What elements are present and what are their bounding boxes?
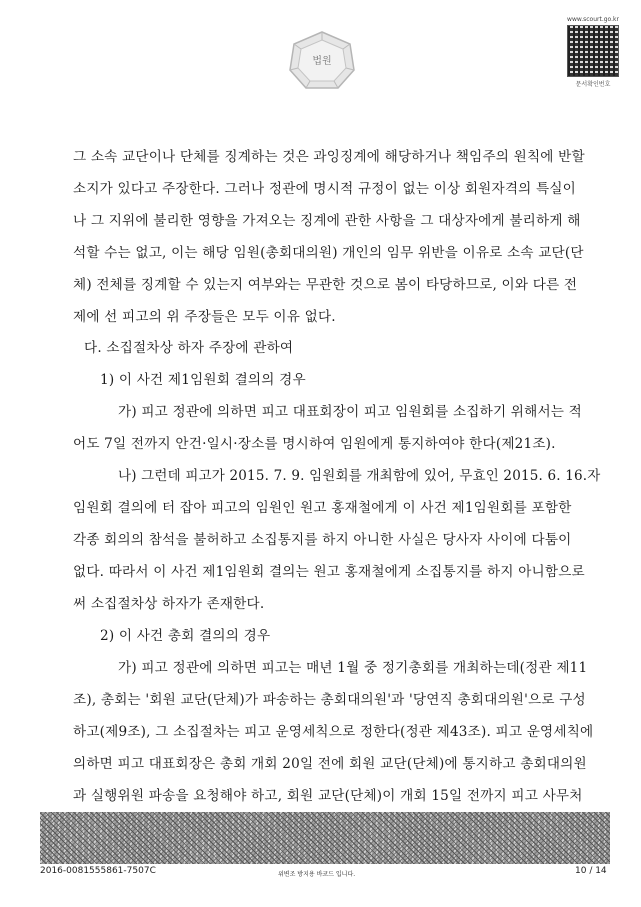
qr-url: www.scourt.go.kr bbox=[567, 16, 619, 23]
qr-code-icon bbox=[567, 25, 619, 77]
body-line: 체) 전체를 징계할 수 있는지 여부와는 무관한 것으로 봄이 타당하므로, 이와 다른 전 bbox=[73, 277, 578, 293]
body-line: 나 그 지위에 불리한 영향을 가져오는 징계에 관한 사항을 그 대상자에게 불리하게 해 bbox=[73, 213, 581, 229]
body-line: 의하면 피고 대표회장은 총회 개회 20일 전에 회원 교단(단체)에 통지하고 총회대의원 bbox=[73, 756, 587, 772]
emblem-label: 법원 bbox=[312, 56, 332, 67]
body-line: 석할 수는 없고, 이는 해당 임원(총회대의원) 개인의 임무 위반을 이유로 소속 교단(단 bbox=[73, 245, 584, 261]
body-line: 임원회 결의에 터 잡아 피고의 임원인 원고 홍재철에게 이 사건 제1임원회를 포함한 bbox=[73, 500, 572, 516]
body-line: 없다. 따라서 이 사건 제1임원회 결의는 원고 홍재철에게 소집통지를 하지 아니함으로 bbox=[73, 564, 585, 580]
body-line: 하고(제9조), 그 소집절차는 피고 운영세칙으로 정한다(정관 제43조). 피고 운영세칙에 bbox=[73, 724, 594, 740]
body-line: 그 소속 교단이나 단체를 징계하는 것은 과잉징계에 해당하거나 책임주의 원칙에 반할 bbox=[73, 149, 585, 165]
body-line: 나) 그런데 피고가 2015. 7. 9. 임원회를 개최함에 있어, 무효인 2015. 6. 16.자 bbox=[118, 468, 601, 484]
subsection-heading: 1) 이 사건 제1임원회 결의의 경우 bbox=[100, 372, 306, 388]
section-heading: 다. 소집절차상 하자 주장에 관하여 bbox=[84, 340, 294, 356]
court-emblem bbox=[288, 30, 356, 92]
subsection-heading: 2) 이 사건 총회 결의의 경우 bbox=[100, 628, 271, 644]
body-line: 제에 선 피고의 위 주장들은 모두 이유 없다. bbox=[73, 309, 336, 325]
qr-caption: 문서확인번호 bbox=[575, 81, 611, 88]
body-line: 각종 회의의 참석을 불허하고 소집통지를 하지 아니한 사실은 당사자 사이에 다툼이 bbox=[73, 532, 572, 548]
body-line: 소지가 있다고 주장한다. 그러나 정관에 명시적 규정이 없는 이상 회원자격의 특실이 bbox=[73, 181, 577, 197]
page-number: 10 / 14 bbox=[575, 866, 607, 876]
body-line: 어도 7일 전까지 안건·일시·장소를 명시하여 임원에게 통지하여야 한다(제21조). bbox=[73, 436, 556, 452]
document-number: 2016-0081555861-7507C bbox=[40, 866, 156, 876]
barcode-note: 위변조 방지용 바코드 입니다. bbox=[278, 871, 356, 878]
body-line: 가) 피고 정관에 의하면 피고 대표회장이 피고 임원회를 소집하기 위해서는 적 bbox=[118, 404, 582, 420]
anti-forgery-barcode bbox=[40, 812, 610, 864]
body-line: 가) 피고 정관에 의하면 피고는 매년 1월 중 정기총회를 개최하는데(정관 제11 bbox=[118, 660, 588, 676]
body-line: 조), 총회는 '회원 교단(단체)가 파송하는 총회대의원'과 '당연직 총회대의원'으로 구성 bbox=[73, 692, 586, 708]
body-line: 과 실행위원 파송을 요청해야 하고, 회원 교단(단체)이 개회 15일 전까지 피고 사무처 bbox=[73, 788, 583, 804]
qr-verification bbox=[560, 16, 626, 88]
body-line: 써 소집절차상 하자가 존재한다. bbox=[73, 596, 265, 612]
